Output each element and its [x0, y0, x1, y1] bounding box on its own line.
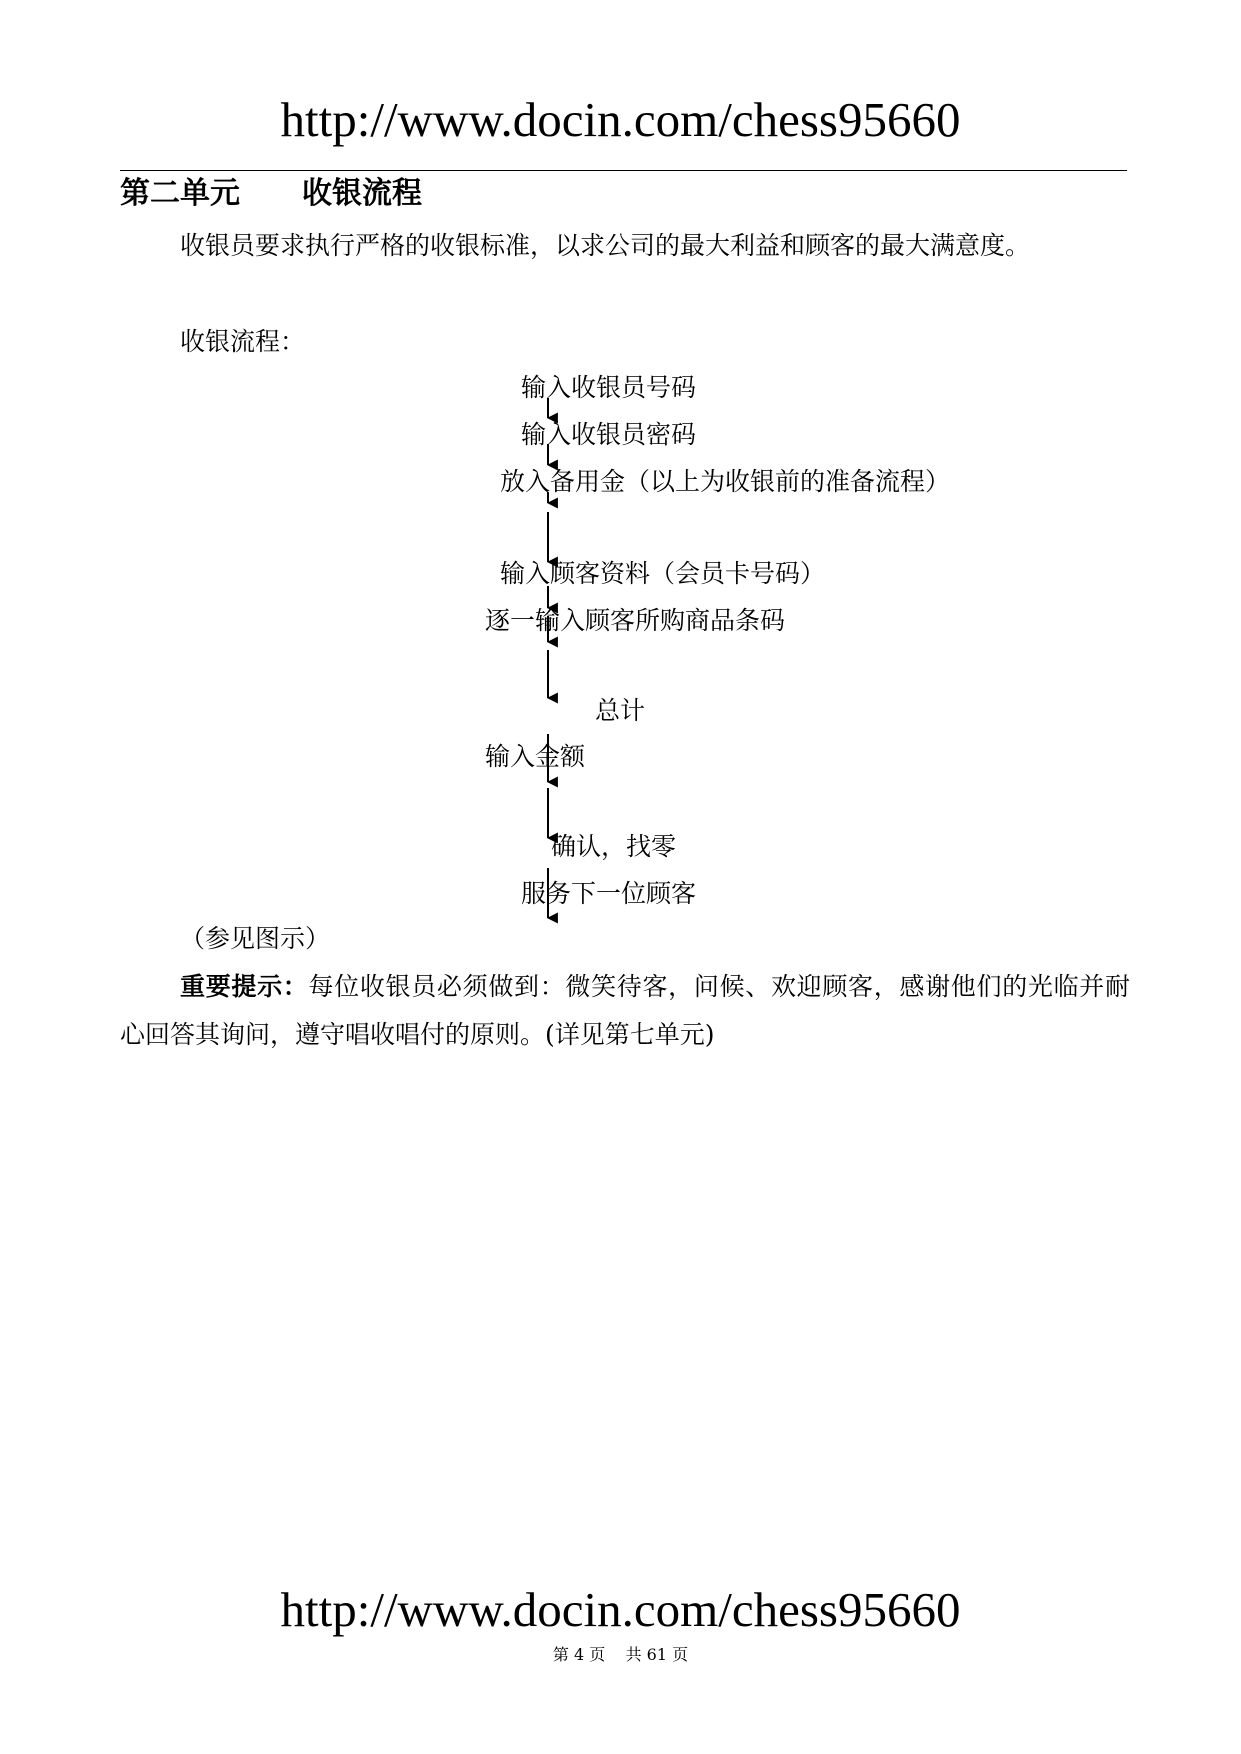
- section-title-text: 收银流程: [302, 176, 422, 211]
- process-label: 收银流程：: [180, 327, 306, 356]
- section-title: [120, 172, 422, 216]
- flow-step-enter-amount: 输入金额: [485, 742, 586, 771]
- flow-step-next-customer: 服务下一位顾客: [521, 879, 697, 908]
- flow-step-cashier-id: 输入收银员号码: [521, 373, 697, 402]
- flow-step-cashier-password: 输入收银员密码: [521, 420, 697, 449]
- flow-step-total: 总计: [595, 696, 646, 725]
- flow-step-float-cash: 放入备用金（以上为收银前的准备流程）: [500, 467, 951, 496]
- important-tip: [120, 963, 1130, 1059]
- tip-label: 重要提示：: [180, 972, 309, 1001]
- footer-url[interactable]: http://www.docin.com/chess95660: [280, 1582, 961, 1637]
- flow-step-confirm-change: 确认，找零: [551, 832, 677, 861]
- see-figure-note: （参见图示）: [180, 924, 331, 953]
- page-number: 第 4 页 共 61 页: [552, 1645, 689, 1664]
- header-url[interactable]: http://www.docin.com/chess95660: [280, 92, 961, 147]
- unit-label: 第二单元: [120, 176, 240, 211]
- tip-text: 每位收银员必须做到：微笑待客，问候、欢迎顾客，感谢他们的光临并耐心回答其询问，遵守唱收唱付的原则。(详见第七单元): [120, 972, 1130, 1049]
- intro-paragraph: 收银员要求执行严格的收银标准，以求公司的最大利益和顾客的最大满意度。: [180, 231, 1031, 260]
- header-rule: [120, 170, 1127, 171]
- flow-step-customer-info: 输入顾客资料（会员卡号码）: [500, 559, 826, 588]
- flow-step-scan-items: 逐一输入顾客所购商品条码: [485, 606, 786, 635]
